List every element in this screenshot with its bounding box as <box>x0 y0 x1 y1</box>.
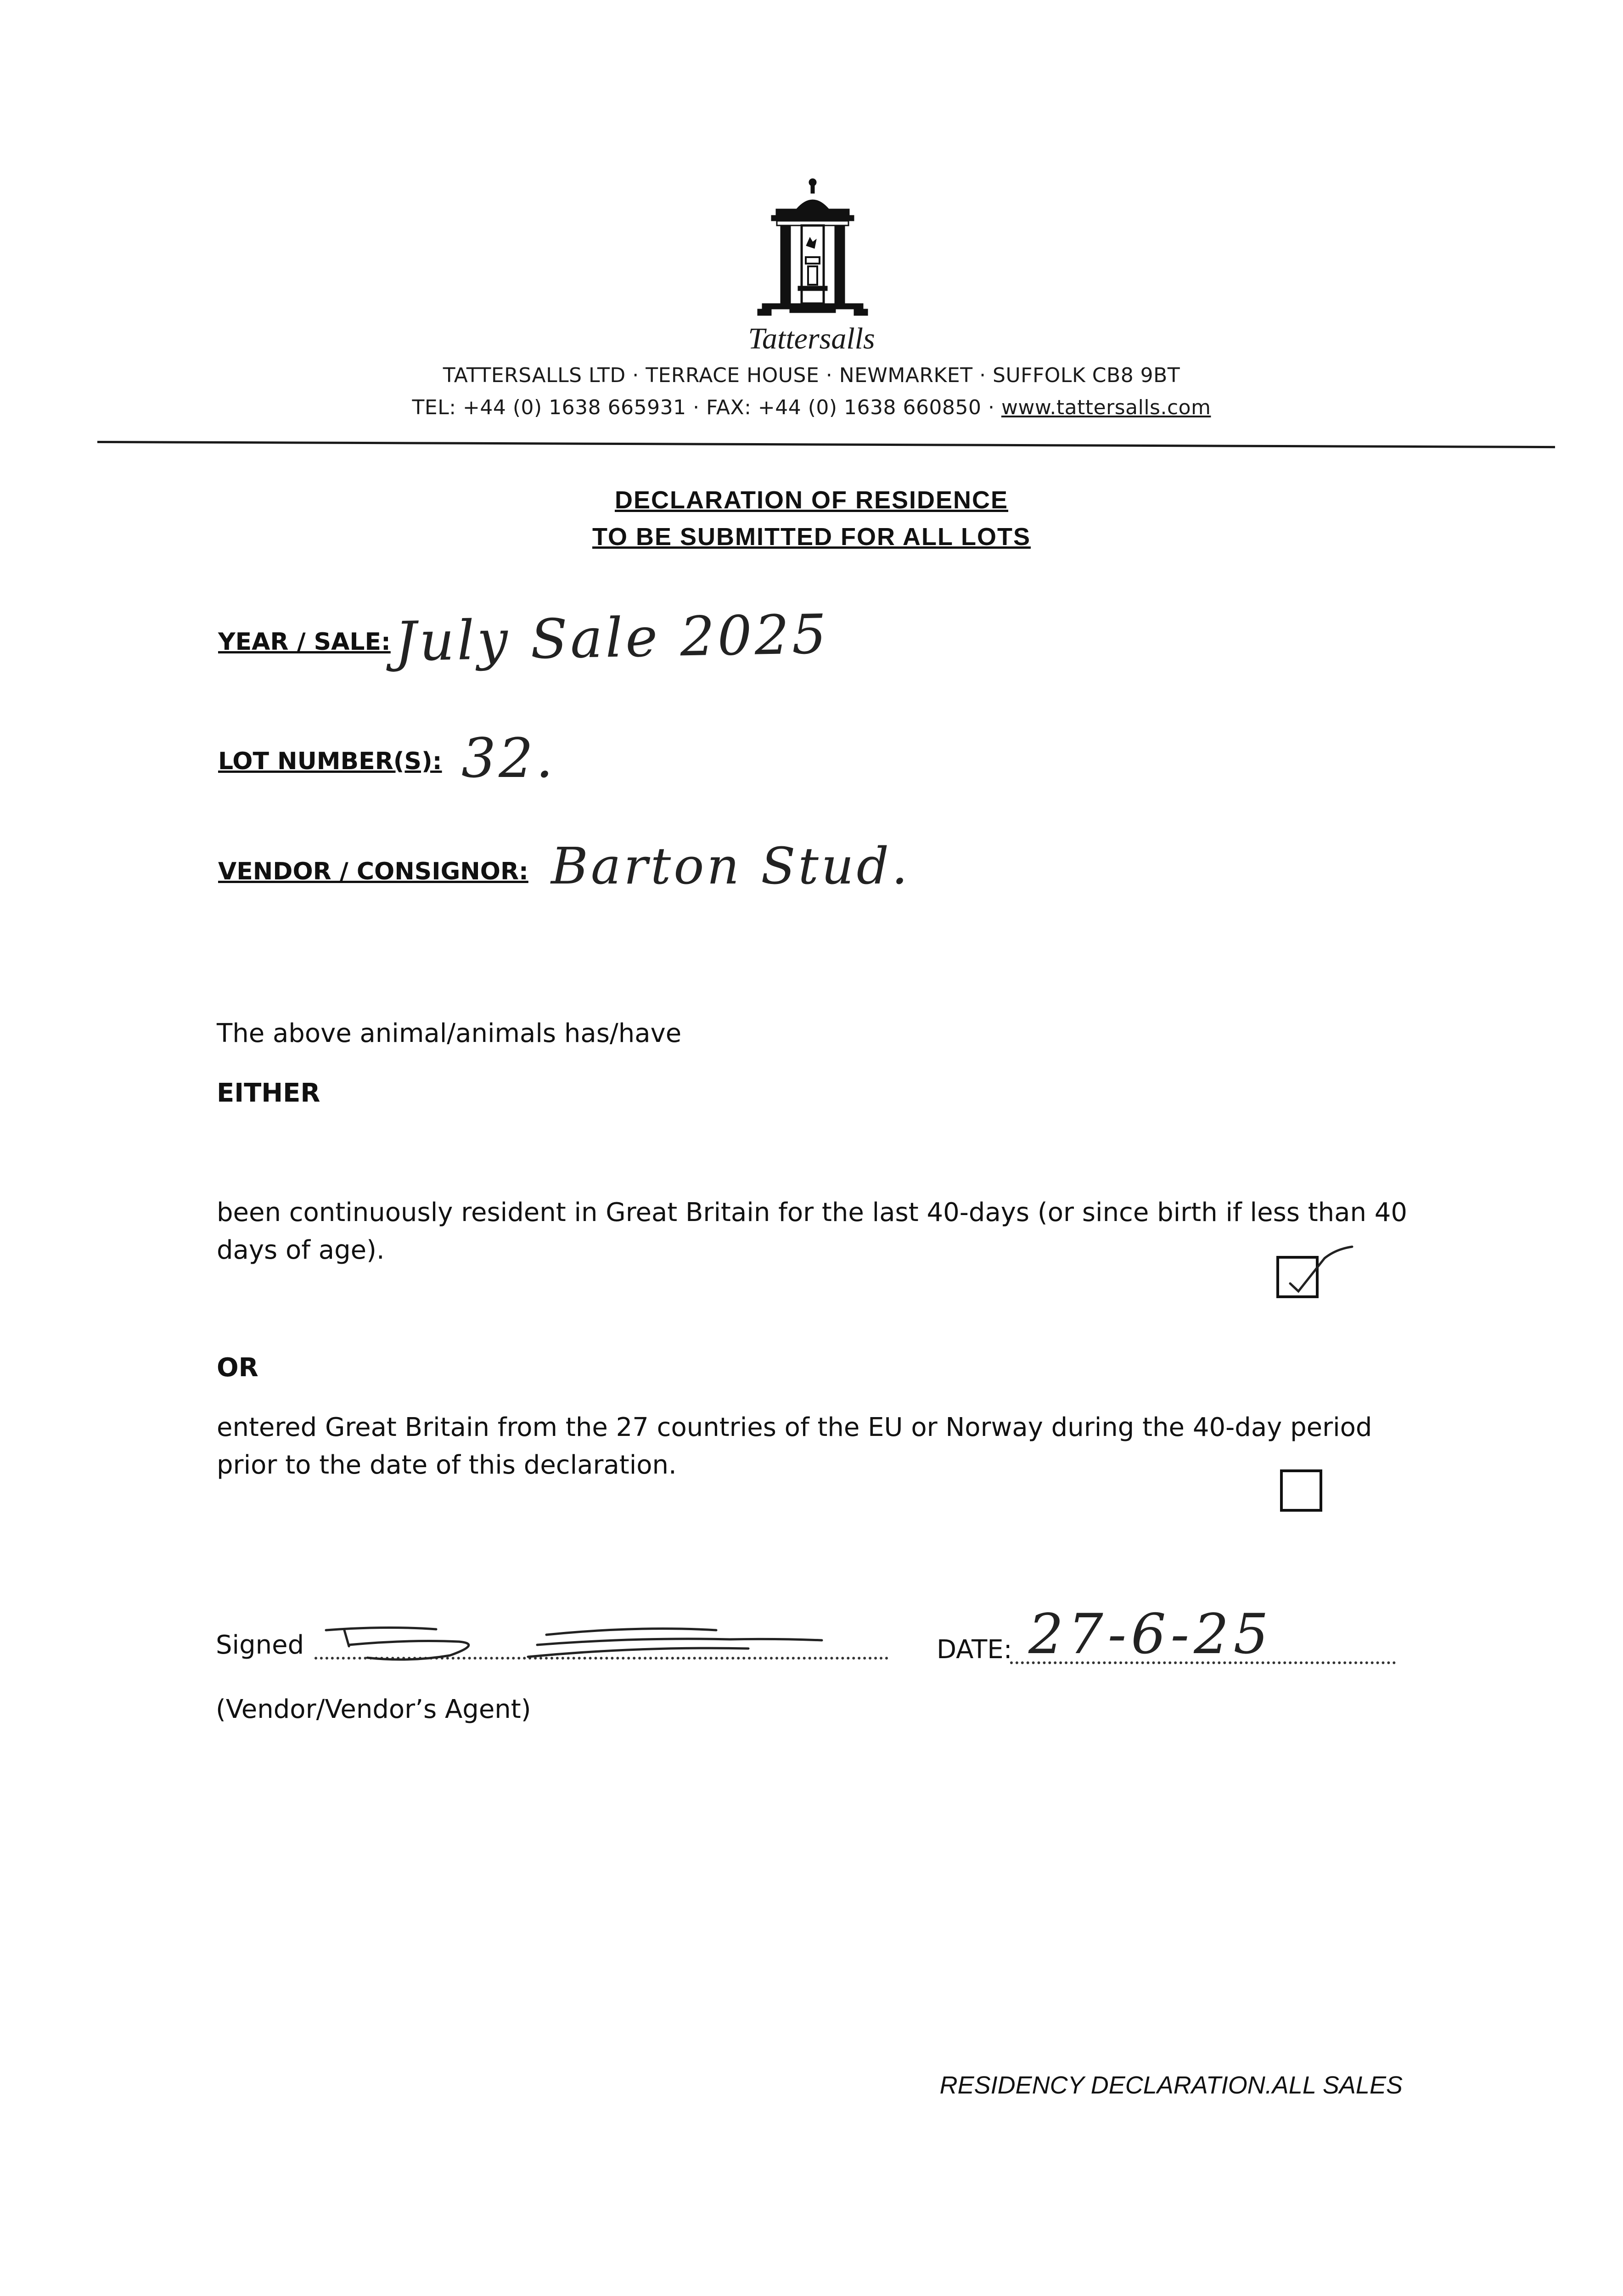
website-link[interactable]: www.tattersalls.com <box>1001 396 1211 419</box>
brand-name: Tattersalls <box>748 322 875 355</box>
option2-checkbox[interactable] <box>1280 1469 1322 1512</box>
lot-number-label: LOT NUMBER(S): <box>218 748 442 775</box>
or-heading: OR <box>217 1353 258 1383</box>
vendor-value[interactable]: Barton Stud. <box>551 837 911 895</box>
vendor-label: VENDOR / CONSIGNOR: <box>218 858 528 885</box>
signed-label: Signed <box>216 1630 304 1660</box>
address-line: TATTERSALLS LTD · TERRACE HOUSE · NEWMARKET · SUFFOLK CB8 9BT <box>443 364 1180 387</box>
intro-text: The above animal/animals has/have <box>217 1019 682 1048</box>
contact-line <box>0 396 1623 419</box>
document-title: DECLARATION OF RESIDENCE <box>614 486 1009 514</box>
checkmark-icon <box>1281 1240 1354 1295</box>
year-sale-value[interactable]: July Sale 2025 <box>394 602 830 674</box>
document-subtitle: TO BE SUBMITTED FOR ALL LOTS <box>592 523 1031 551</box>
pavilion-fountain-logo-icon <box>744 177 882 324</box>
header-divider <box>97 441 1555 448</box>
vendor-agent-label: (Vendor/Vendor’s Agent) <box>216 1694 531 1724</box>
year-sale-label: YEAR / SALE: <box>218 628 391 656</box>
date-value[interactable]: 27-6-25 <box>1028 1603 1273 1666</box>
handwritten-signature-icon[interactable] <box>317 1612 831 1667</box>
lot-number-value[interactable]: 32. <box>461 726 556 790</box>
option1-text: been continuously resident in Great Britain for the last 40-days (or since birth if less than 40 days of age). <box>217 1198 1408 1265</box>
option2-text: entered Great Britain from the 27 countries of the EU or Norway during the 40-day period prior to the date of this declaration. <box>217 1412 1372 1480</box>
footer-reference: RESIDENCY DECLARATION.ALL SALES <box>939 2071 1403 2099</box>
phone-fax: TEL: +44 (0) 1638 665931 · FAX: +44 (0) 1638 660850 · <box>412 396 1001 419</box>
either-heading: EITHER <box>217 1078 320 1108</box>
date-label: DATE: <box>937 1635 1012 1665</box>
